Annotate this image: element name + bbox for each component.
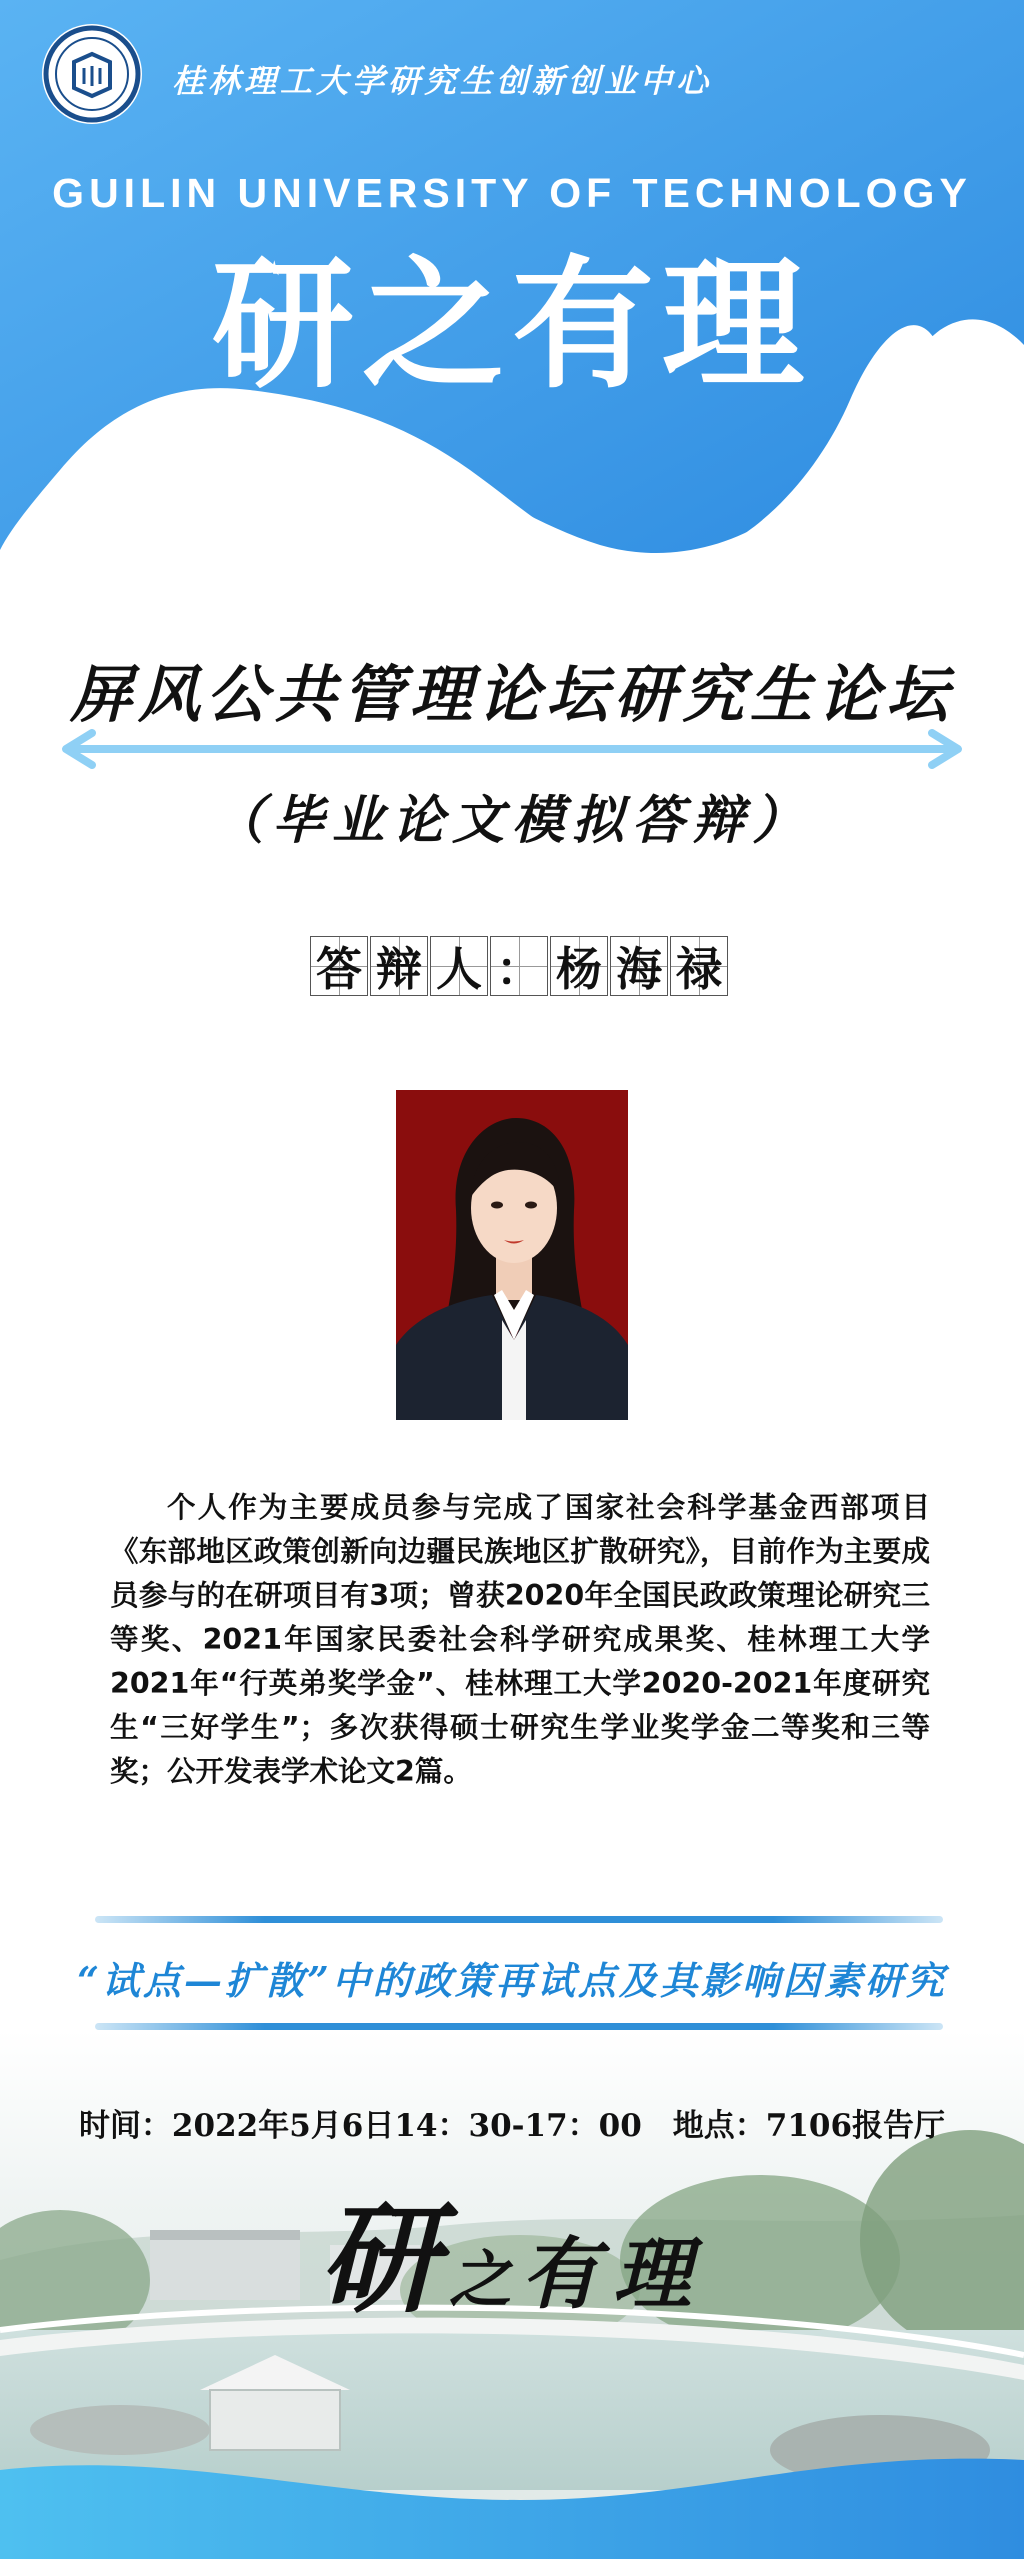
defender-char: 答 [310,936,368,996]
double-arrow-divider-icon [56,727,968,771]
forum-title: 屏风公共管理论坛研究生论坛 [69,658,954,731]
org-name: 桂林理工大学研究生创新创业中心 [172,62,713,100]
defender-char: 人 [430,936,488,996]
footer-brand-calligraphy [0,2189,1024,2330]
university-english-name: GUILIN UNIVERSITY OF TECHNOLOGY [52,170,972,216]
defender-bio: 个人作为主要成员参与完成了国家社会科学基金西部项目《东部地区政策创新向边疆民族地区扩散研究》，目前作为主要成员参与的在研项目有3项；曾获2020年全国民政政策理论研究三等奖、2021年国家民委社会科学研究成果奖、桂林理工大学2021年“行英弟奖学金”、桂林理工大学2020-2021年度研究生“三好学生”；多次获得硕士研究生学业奖学金二等奖和三等奖；公开发表学术论文2篇。 [110,1491,930,1788]
footer-brand-first: 研 [318,2189,439,2330]
footer-brand-rest: 有理 [521,2229,706,2320]
topic-divider-top [95,1916,943,1923]
defender-char: 杨 [550,936,608,996]
defender-label [310,936,730,998]
event-time-place: 时间：2022年5月6日14：30-17：00 地点：7106报告厅 [78,2108,946,2144]
university-seal-icon [40,22,144,126]
defender-char: ： [490,936,548,996]
footer-brand-second: 之 [448,2243,511,2316]
topic-divider-bottom [95,2023,943,2030]
defender-char: 海 [610,936,668,996]
defender-char: 辩 [370,936,428,996]
brand-title: 研之有理 [212,243,812,408]
defender-portrait-photo [396,1090,628,1420]
defender-char: 禄 [670,936,728,996]
forum-subtitle: （毕业论文模拟答辩） [211,790,812,851]
research-topic: “试点—扩散”中的政策再试点及其影响因素研究 [77,1958,947,2003]
